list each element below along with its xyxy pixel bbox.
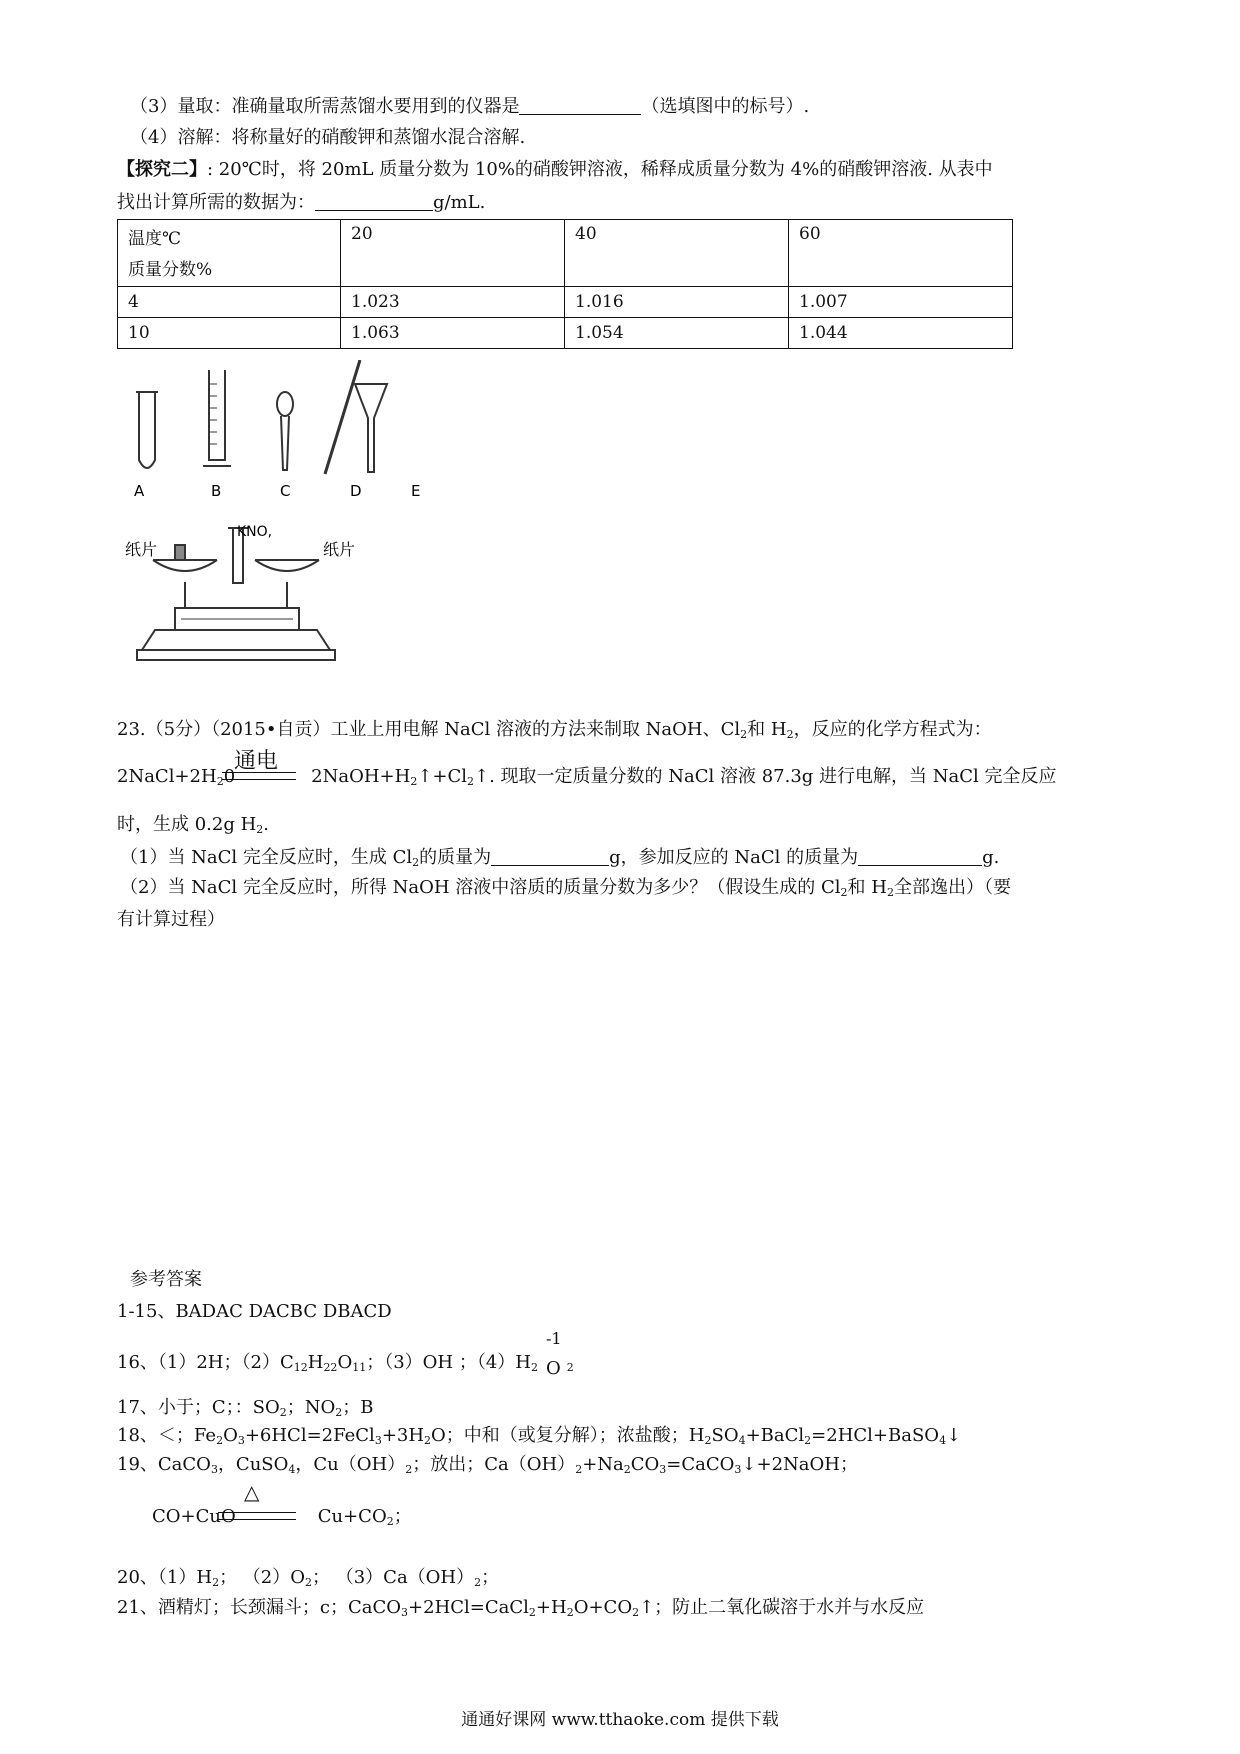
answer-19-equation: CO+CuO $Cu+CO_2$；: [152, 1506, 412, 1528]
answer-19: 19、CaCO$_3$，CuSO$_4$，$Cu(OH)_2$；放出；$Ca(OH)_2+Na_2CO_3=CaCO_3↓+2NaOH$；: [117, 1454, 858, 1476]
equation-arrow: [222, 772, 296, 780]
figure-label: D: [350, 482, 362, 500]
table-header-cell: 20: [341, 220, 565, 287]
answer-blank: [519, 94, 641, 115]
table-cell: 10: [118, 318, 341, 349]
lab-instruments-figure: [125, 360, 455, 500]
answer-blank: [315, 190, 433, 211]
answer-1-15: 1-15、BADAC DACBC DBACD: [117, 1301, 392, 1322]
figure-label: E: [411, 482, 421, 500]
q22-step4: （4）溶解：将称量好的硝酸钾和蒸馏水混合溶解.: [130, 127, 526, 148]
table-header-cell: 60: [789, 220, 1013, 287]
q23-sub2-line2: 有计算过程）: [117, 909, 225, 930]
table-header-cell: 温度℃ 质量分数%: [118, 220, 341, 287]
answers-title: 参考答案: [130, 1269, 202, 1290]
balance-figure: [125, 520, 365, 670]
table-cell: 1.016: [565, 287, 789, 318]
funnel-icon: [355, 384, 387, 472]
reaction-condition: 通电: [234, 749, 279, 774]
density-table: [117, 219, 1013, 349]
answer-17: 17、小于；C；：$SO_2$；$NO_2$；B: [117, 1397, 374, 1419]
q22-explore2: 【探究二】: 20℃时，将 20mL 质量分数为 10%的硝酸钾溶液，稀释成质量分数为 4%的硝酸钾溶液. 从表中: [117, 159, 993, 180]
answer-21: 21、酒精灯；长颈漏斗；c；$CaCO_3+2HCl=CaCl_2+H_2O+CO_2↑$；防止二氧化碳溶于水并与水反应: [117, 1597, 925, 1619]
graduated-cylinder-icon: [203, 370, 231, 466]
heat-condition: △: [244, 1480, 260, 1504]
q22-step3: （3）量取：准确量取所需蒸馏水要用到的仪器是 （选填图中的标号）.: [130, 96, 810, 117]
q22-explore2-line2: 找出计算所需的数据为： g/mL.: [117, 192, 486, 213]
table-cell: 1.054: [565, 318, 789, 349]
figure-label: A: [134, 482, 145, 500]
answer-blank: [858, 845, 982, 866]
page-footer: 通通好课网 www.tthaoke.com 提供下载: [461, 1710, 779, 1730]
q23-sub2: （2）当 NaCl 完全反应时，所得 NaOH 溶液中溶质的质量分数为多少？（假设生成的 $Cl_2$和 $H_2$全部逸出）（要: [120, 877, 1011, 899]
q23-equation: $2NaCl+2H_20$ $2NaOH+H_2↑+Cl_2↑$. 现取一定质量分数的 NaCl 溶液 87.3g 进行电解，当 NaCl 完全反应: [117, 766, 1057, 788]
table-cell: 1.044: [789, 318, 1013, 349]
figure-label: C: [280, 482, 291, 500]
table-row: [118, 318, 1013, 349]
balance-label-top: KNO,: [237, 524, 273, 540]
table-cell: 4: [118, 287, 341, 318]
table-header-cell: 40: [565, 220, 789, 287]
answer-blank: [491, 845, 609, 866]
balance-label-left: 纸片: [125, 540, 158, 559]
answer-18: 18、＜；$Fe_2O_3+6HCl=2FeCl_3+3H_2O$；中和（或复分解）；浓盐酸；$H_2SO_4+BaCl_2=2HCl+BaSO_4↓$: [117, 1425, 962, 1447]
dropper-icon: [277, 392, 293, 470]
q23-line3: 时，生成 0.2g $H_2$.: [117, 814, 270, 836]
valence-mark: -1: [545, 1329, 562, 1348]
q23-intro: 23.（5分）（2015•自贡）工业上用电解 NaCl 溶液的方法来制取 NaOH、$Cl_2$和 $H_2$，反应的化学方程式为：: [117, 719, 992, 741]
equation-arrow: [218, 1512, 296, 1520]
table-row: [118, 287, 1013, 318]
figure-label: B: [211, 482, 222, 500]
table-cell: 1.007: [789, 287, 1013, 318]
table-cell: 1.063: [341, 318, 565, 349]
q23-sub1: （1）当 NaCl 完全反应时，生成 $Cl_2$的质量为 g，参加反应的 NaCl 的质量为 g.: [120, 847, 1000, 869]
answer-16: 16、（1）2H；$(2)C_{12}H_{22}O_{11}$；（3）OH ；$(4)H_2$ -1 O $_2$: [117, 1329, 574, 1379]
balance-label-right: 纸片: [323, 540, 356, 559]
test-tube-icon: [136, 392, 158, 468]
balance-icon: [137, 528, 335, 660]
table-cell: 1.023: [341, 287, 565, 318]
answer-20: 20、$(1)H_2$； $(2)O_2$； $(3)Ca(OH)_2$；: [117, 1567, 500, 1589]
glass-rod-icon: [325, 360, 360, 474]
